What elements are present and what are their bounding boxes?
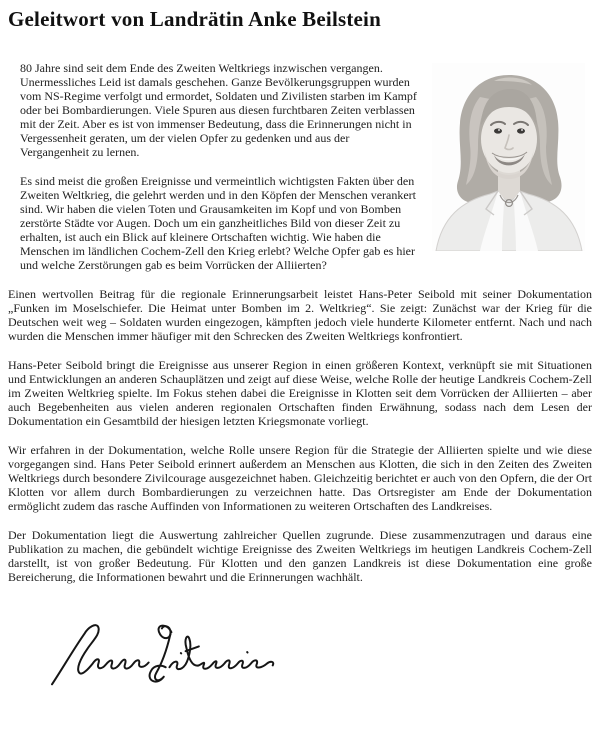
paragraph: Hans-Peter Seibold bringt die Ereignisse aus unserer Region in einen größeren Kontext, verknüpft sie mit Situationen und Entwicklungen an anderen Schauplätzen und zeigt auf diese Weise, welche Rolle der heutige Landkreis Cochem-Zell im Zweiten Weltkrieg spielte. Im Fokus stehen dabei die Ereignisse in Klotten seit dem Vorrücken der Alliierten – aber auch Begebenheiten aus vielen anderen regionalen Ortschaften finden Erwähnung, sodass nach dem Lesen der Dokumentation ein Gesamtbild der hiesigen letzten Kriegsmonate vorliegt. [8, 358, 592, 428]
portrait-photo [432, 63, 585, 251]
page-title: Geleitwort von Landrätin Anke Beilstein [8, 7, 381, 31]
document-body [8, 61, 592, 690]
paragraph: Es sind meist die großen Ereignisse und vermeintlich wichtigsten Fakten über den Zweiten Weltkrieg, die gelehrt werden und in den Köpfen der Menschen verankert sind. Wir haben die vielen Toten und Grausamkeiten im Kopf und von Bomben zerstörte Städte vor Augen. Doch um ein ganzheitliches Bild von dieser Zeit zu erhalten, ist auch ein Blick auf kleinere Ortschaften wichtig. Wie haben die Menschen im ländlichen Cochem-Zell den Krieg erlebt? Welche Opfer gab es hier und welche Zerstörungen gab es beim Vorrücken der Alliierten? [20, 174, 416, 272]
paragraph: Der Dokumentation liegt die Auswertung zahlreicher Quellen zugrunde. Diese zusammenzutragen und daraus eine Publikation zu machen, die gebündelt wichtige Ereignisse des Zweiten Weltkriegs im heutigen Landkreis Cochem-Zell darstellt, ist von großer Bedeutung. Für Klotten und den ganzen Landkreis ist diese Dokumentation eine große Bereicherung, die Informationen bewahrt und die Erinnerungen wachhält. [8, 528, 592, 584]
signature-image [30, 618, 290, 690]
paragraph: 80 Jahre sind seit dem Ende des Zweiten Weltkriegs inzwischen vergangen. Unermessliches Leid ist damals geschehen. Ganze Bevölkerungsgruppen wurden vom NS-Regime verfolgt und ermordet, Soldaten und Zivilisten starben im Kampf oder bei Bombardierungen. Viele Spuren aus diesen furchtbaren Zeiten verblassen mit der Zeit. Aber es ist von immenser Bedeutung, dass die Erinnerungen nicht in Vergessenheit geraten, um der vielen Opfer zu gedenken und aus der Vergangenheit zu lernen. [20, 61, 417, 159]
paragraph: Wir erfahren in der Dokumentation, welche Rolle unsere Region für die Strategie der Alliierten spielte und wie diese vorgegangen sind. Hans Peter Seibold erinnert außerdem an Menschen aus Klotten, die sich in den Zeiten des Zweiten Weltkriegs durch besondere Zivilcourage ausgezeichnet haben. Gleichzeitig berichtet er auch von den Opfern, die der Ort Klotten vor allem durch Bombardierungen zu verzeichnen hatte. Das Ortsregister am Ende der Dokumentation ermöglicht zudem das rasche Auffinden von Informationen zu weiteren Ortschaften des Landkreises. [8, 443, 592, 513]
paragraph: Einen wertvollen Beitrag für die regionale Erinnerungsarbeit leistet Hans-Peter Seibold mit seiner Dokumentation „Funken im Moselschiefer. Die Heimat unter Bomben im 2. Weltkrieg“. Sie zeigt: Zunächst war der Krieg für die Deutschen weit weg – Soldaten wurden eingezogen, kämpften jedoch viele hunderte Kilometer entfernt. Nach und nach wurden die Menschen immer häufiger mit den Schrecken des Zweiten Weltkriegs konfrontiert. [8, 287, 592, 343]
